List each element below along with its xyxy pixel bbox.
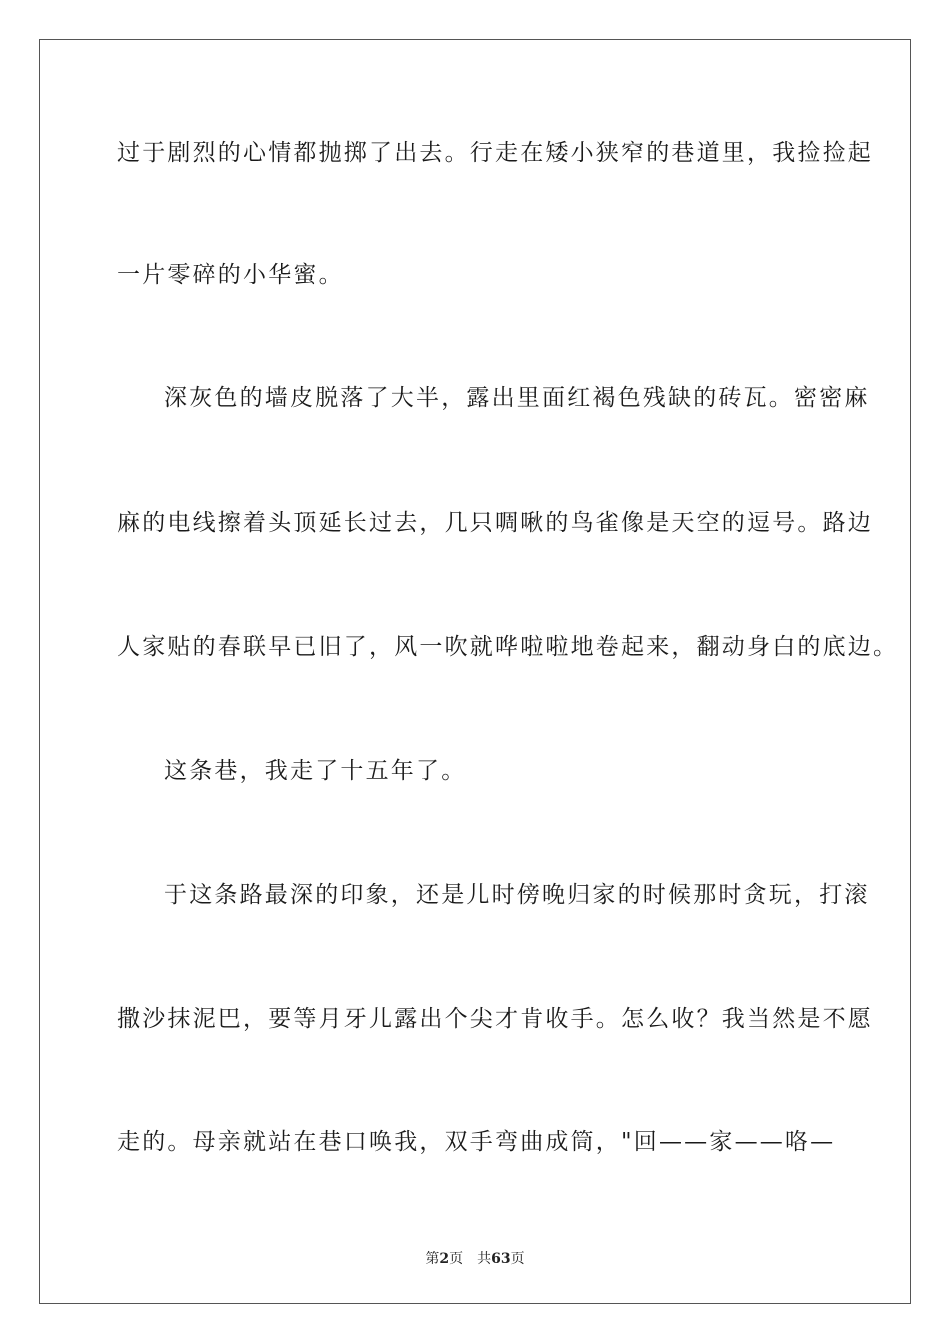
text-line-6: 这条巷，我走了十五年了。	[164, 758, 467, 784]
page-suffix: 页	[449, 1251, 464, 1267]
text-line-2: 一片零碎的小华蜜。	[117, 262, 344, 288]
text-line-9: 走的。母亲就站在巷口唤我，双手弯曲成筒，"回——家——咯—	[117, 1129, 836, 1155]
total-pages: 63	[491, 1251, 511, 1267]
page-footer	[0, 1248, 950, 1268]
text-line-4: 麻的电线擦着头顶延长过去，几只啁啾的鸟雀像是天空的逗号。路边	[117, 510, 873, 536]
text-line-8: 撒沙抹泥巴，要等月牙儿露出个尖才肯收手。怎么收？我当然是不愿	[117, 1006, 873, 1032]
page-border	[39, 39, 911, 1304]
page-number: 2	[439, 1251, 450, 1267]
text-line-7: 于这条路最深的印象，还是儿时傍晚归家的时候那时贪玩，打滚	[164, 882, 870, 908]
total-prefix: 共	[477, 1251, 492, 1267]
page-prefix: 第	[425, 1251, 440, 1267]
text-line-3: 深灰色的墙皮脱落了大半，露出里面红褐色残缺的砖瓦。密密麻	[164, 385, 870, 411]
text-line-1: 过于剧烈的心情都抛掷了出去。行走在矮小狭窄的巷道里，我捡捡起	[117, 140, 873, 166]
total-suffix: 页	[510, 1251, 525, 1267]
text-line-5: 人家贴的春联早已旧了，风一吹就哗啦啦地卷起来，翻动身白的底边。	[117, 634, 899, 660]
